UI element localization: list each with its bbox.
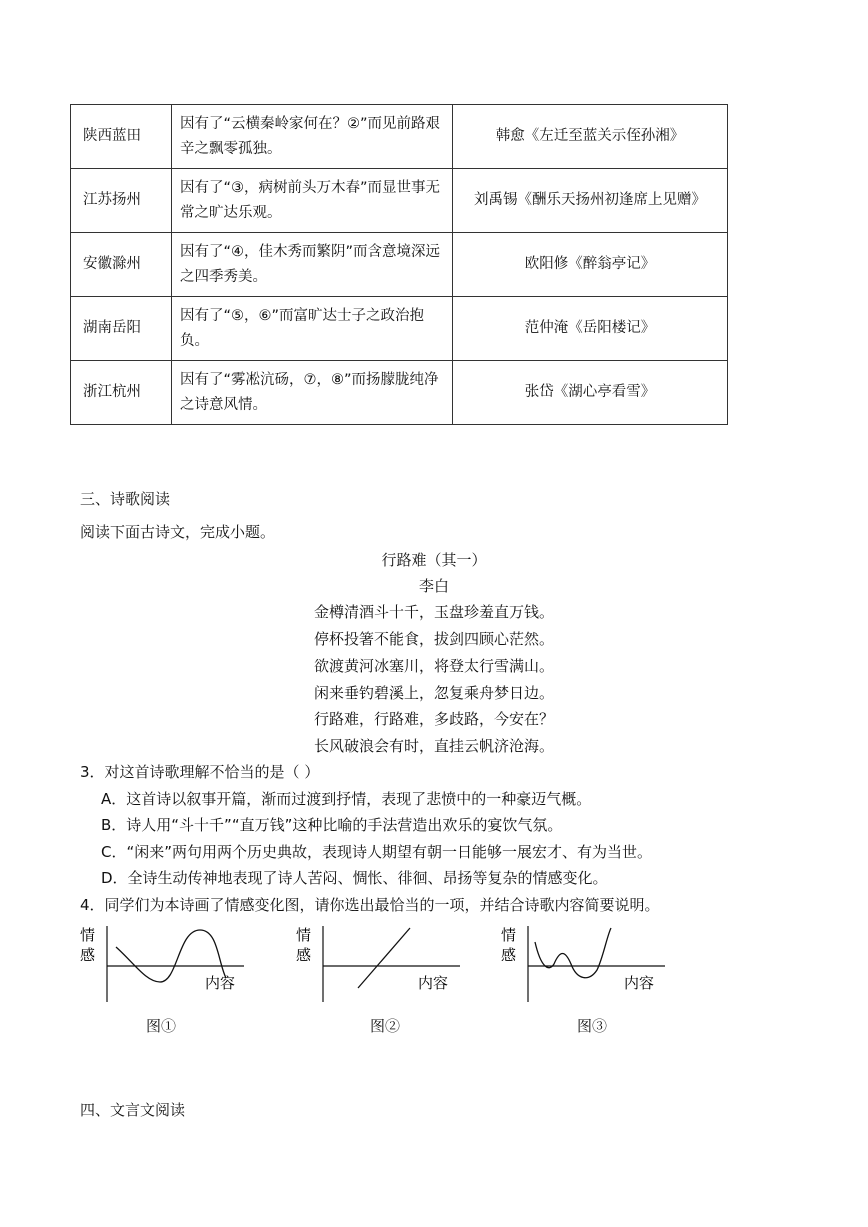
place-cell: 安徽滁州: [71, 233, 172, 297]
description-cell: 因有了“③，病树前头万木春”而显世事无常之旷达乐观。: [172, 169, 453, 233]
source-cell: 张岱《湖心亭看雪》: [453, 361, 728, 425]
poem-line: 长风破浪会有时，直挂云帆济沧海。: [313, 737, 554, 755]
section-heading-poetry: 三、诗歌阅读: [80, 490, 171, 508]
source-cell: 欧阳修《醉翁亭记》: [453, 233, 728, 297]
source-cell: 韩愈《左迁至蓝关示侄孙湘》: [453, 105, 728, 169]
poem-line: 行路难，行路难，多歧路，今安在？: [313, 710, 554, 728]
y-axis-label-bottom: 感: [80, 946, 96, 964]
poem-title: 行路难（其一）: [381, 551, 487, 569]
section-heading-classical: 四、文言文阅读: [80, 1101, 186, 1119]
figure-caption-2: 图②: [370, 1017, 401, 1035]
emotion-graph-1: [78, 920, 258, 1010]
poem-line: 停杯投箸不能食，拔剑四顾心茫然。: [313, 630, 554, 648]
question-3-option-c: C．“闲来”两句用两个历史典故，表现诗人期望有朝一日能够一展宏才、有为当世。: [101, 843, 653, 861]
table-row: [71, 169, 728, 233]
description-cell: 因有了“⑤，⑥”而富旷达士子之政治抱负。: [172, 297, 453, 361]
table-row: [71, 233, 728, 297]
source-cell: 刘禹锡《酬乐天扬州初逢席上见赠》: [453, 169, 728, 233]
description-cell: 因有了“雾凇沆砀，⑦，⑧”而扬朦胧纯净之诗意风情。: [172, 361, 453, 425]
emotion-graph-3: [497, 920, 677, 1010]
table-row: [71, 361, 728, 425]
emotion-curve: [535, 928, 611, 978]
place-cell: 陕西蓝田: [71, 105, 172, 169]
question-3-option-a: A．这首诗以叙事开篇，渐而过渡到抒情，表现了悲愤中的一种豪迈气概。: [101, 790, 592, 808]
instruction-text: 阅读下面古诗文，完成小题。: [80, 523, 276, 541]
table-row: [71, 105, 728, 169]
y-axis-label-top: 情: [80, 926, 96, 944]
poetry-places-table: [70, 104, 728, 425]
question-3-option-b: B．诗人用“斗十千”“直万钱”这种比喻的手法营造出欢乐的宴饮气氛。: [101, 816, 563, 834]
figure-caption-3: 图③: [577, 1017, 608, 1035]
poem-author: 李白: [418, 577, 449, 595]
y-axis-label-bottom: 感: [296, 946, 312, 964]
description-cell: 因有了“云横秦岭家何在？②”而见前路艰辛之飘零孤独。: [172, 105, 453, 169]
poem-line: 金樽清酒斗十千，玉盘珍羞直万钱。: [313, 603, 554, 621]
description-cell: 因有了“④，佳木秀而繁阴”而含意境深远之四季秀美。: [172, 233, 453, 297]
emotion-graph-2: [292, 920, 472, 1010]
y-axis-label-bottom: 感: [501, 946, 517, 964]
place-cell: 江苏扬州: [71, 169, 172, 233]
emotion-line: [358, 928, 410, 988]
figure-caption-1: 图①: [146, 1017, 177, 1035]
x-axis-label: 内容: [205, 974, 236, 992]
question-4-stem: 4．同学们为本诗画了情感变化图，请你选出最恰当的一项，并结合诗歌内容简要说明。: [80, 896, 660, 914]
y-axis-label-top: 情: [501, 926, 517, 944]
x-axis-label: 内容: [624, 974, 655, 992]
source-cell: 范仲淹《岳阳楼记》: [453, 297, 728, 361]
poem-line: 欲渡黄河冰塞川，将登太行雪满山。: [313, 657, 554, 675]
poem-line: 闲来垂钓碧溪上，忽复乘舟梦日边。: [313, 684, 554, 702]
place-cell: 湖南岳阳: [71, 297, 172, 361]
place-cell: 浙江杭州: [71, 361, 172, 425]
question-3-option-d: D．全诗生动传神地表现了诗人苦闷、惆怅、徘徊、昂扬等复杂的情感变化。: [101, 869, 608, 887]
y-axis-label-top: 情: [296, 926, 312, 944]
table-row: [71, 297, 728, 361]
x-axis-label: 内容: [418, 974, 449, 992]
question-3-stem: 3．对这首诗歌理解不恰当的是（ ）: [80, 763, 320, 781]
